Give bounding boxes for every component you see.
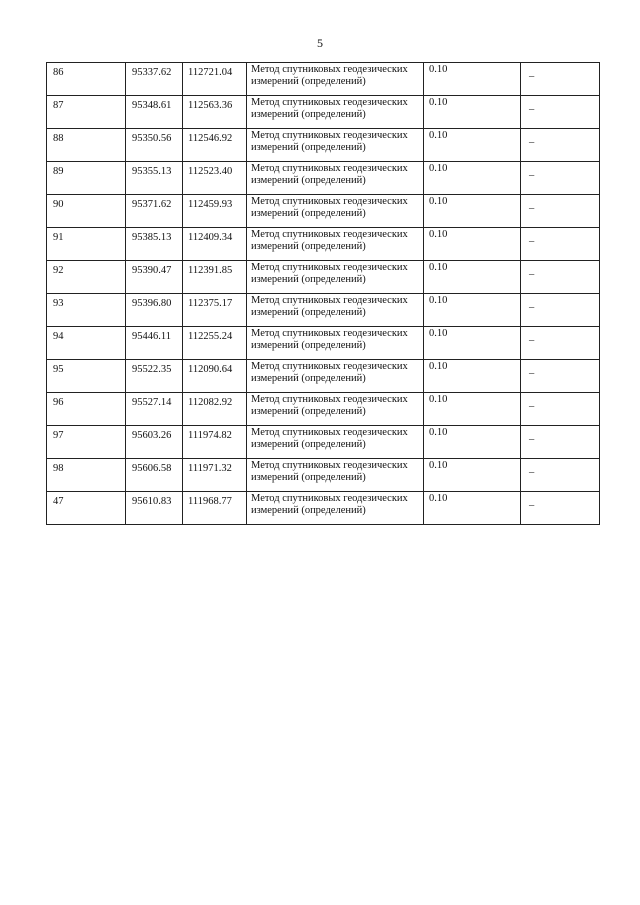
accuracy-cell: 0.10 xyxy=(424,195,521,228)
x-coordinate-cell: 95337.62 xyxy=(126,63,183,96)
x-coordinate-cell: 95610.83 xyxy=(126,492,183,525)
method-line-2: измерений (определений) xyxy=(251,472,366,483)
method-line-2: измерений (определений) xyxy=(251,505,366,516)
method-line-2: измерений (определений) xyxy=(251,175,366,186)
table-row xyxy=(47,294,600,327)
accuracy-cell: 0.10 xyxy=(424,162,521,195)
method-line-2: измерений (определений) xyxy=(251,406,366,417)
note-cell: – xyxy=(521,228,600,261)
method-line-1: Метод спутниковых геодезических xyxy=(251,460,408,471)
method-cell xyxy=(247,492,424,525)
method-cell xyxy=(247,162,424,195)
method-cell xyxy=(247,393,424,426)
x-coordinate-cell: 95527.14 xyxy=(126,393,183,426)
note-cell: – xyxy=(521,96,600,129)
method-line-1: Метод спутниковых геодезических xyxy=(251,97,408,108)
accuracy-cell: 0.10 xyxy=(424,426,521,459)
table-body xyxy=(47,63,600,525)
note-cell: – xyxy=(521,360,600,393)
method-line-2: измерений (определений) xyxy=(251,142,366,153)
point-number-cell: 92 xyxy=(47,261,126,294)
point-number-cell: 96 xyxy=(47,393,126,426)
method-cell xyxy=(247,63,424,96)
point-number-cell: 47 xyxy=(47,492,126,525)
y-coordinate-cell: 112409.34 xyxy=(183,228,247,261)
x-coordinate-cell: 95371.62 xyxy=(126,195,183,228)
x-coordinate-cell: 95390.47 xyxy=(126,261,183,294)
method-cell xyxy=(247,261,424,294)
method-line-2: измерений (определений) xyxy=(251,274,366,285)
table-row xyxy=(47,195,600,228)
point-number-cell: 93 xyxy=(47,294,126,327)
method-line-1: Метод спутниковых геодезических xyxy=(251,130,408,141)
point-number-cell: 86 xyxy=(47,63,126,96)
x-coordinate-cell: 95385.13 xyxy=(126,228,183,261)
note-cell: – xyxy=(521,492,600,525)
method-cell xyxy=(247,360,424,393)
point-number-cell: 88 xyxy=(47,129,126,162)
method-line-1: Метод спутниковых геодезических xyxy=(251,262,408,273)
method-line-2: измерений (определений) xyxy=(251,307,366,318)
x-coordinate-cell: 95348.61 xyxy=(126,96,183,129)
point-number-cell: 98 xyxy=(47,459,126,492)
table-row xyxy=(47,492,600,525)
method-cell xyxy=(247,96,424,129)
accuracy-cell: 0.10 xyxy=(424,360,521,393)
accuracy-cell: 0.10 xyxy=(424,294,521,327)
note-cell: – xyxy=(521,459,600,492)
method-line-1: Метод спутниковых геодезических xyxy=(251,328,408,339)
note-cell: – xyxy=(521,129,600,162)
method-line-1: Метод спутниковых геодезических xyxy=(251,196,408,207)
x-coordinate-cell: 95355.13 xyxy=(126,162,183,195)
y-coordinate-cell: 111974.82 xyxy=(183,426,247,459)
method-cell xyxy=(247,459,424,492)
point-number-cell: 95 xyxy=(47,360,126,393)
y-coordinate-cell: 112082.92 xyxy=(183,393,247,426)
note-cell: – xyxy=(521,162,600,195)
table-row xyxy=(47,459,600,492)
method-line-1: Метод спутниковых геодезических xyxy=(251,361,408,372)
note-cell: – xyxy=(521,393,600,426)
note-cell: – xyxy=(521,261,600,294)
note-cell: – xyxy=(521,426,600,459)
x-coordinate-cell: 95522.35 xyxy=(126,360,183,393)
method-line-1: Метод спутниковых геодезических xyxy=(251,229,408,240)
method-cell xyxy=(247,327,424,360)
method-line-2: измерений (определений) xyxy=(251,439,366,450)
coordinates-table xyxy=(46,62,600,525)
method-cell xyxy=(247,129,424,162)
y-coordinate-cell: 112523.40 xyxy=(183,162,247,195)
y-coordinate-cell: 112255.24 xyxy=(183,327,247,360)
point-number-cell: 87 xyxy=(47,96,126,129)
table-row xyxy=(47,327,600,360)
note-cell: – xyxy=(521,327,600,360)
table-row xyxy=(47,96,600,129)
table-row xyxy=(47,228,600,261)
table-row xyxy=(47,129,600,162)
method-line-1: Метод спутниковых геодезических xyxy=(251,64,408,75)
point-number-cell: 97 xyxy=(47,426,126,459)
y-coordinate-cell: 112459.93 xyxy=(183,195,247,228)
table-row xyxy=(47,261,600,294)
method-cell xyxy=(247,195,424,228)
y-coordinate-cell: 112090.64 xyxy=(183,360,247,393)
method-line-1: Метод спутниковых геодезических xyxy=(251,394,408,405)
point-number-cell: 91 xyxy=(47,228,126,261)
accuracy-cell: 0.10 xyxy=(424,63,521,96)
accuracy-cell: 0.10 xyxy=(424,393,521,426)
method-line-1: Метод спутниковых геодезических xyxy=(251,427,408,438)
x-coordinate-cell: 95396.80 xyxy=(126,294,183,327)
method-line-2: измерений (определений) xyxy=(251,208,366,219)
x-coordinate-cell: 95446.11 xyxy=(126,327,183,360)
method-cell xyxy=(247,426,424,459)
y-coordinate-cell: 111968.77 xyxy=(183,492,247,525)
accuracy-cell: 0.10 xyxy=(424,129,521,162)
accuracy-cell: 0.10 xyxy=(424,459,521,492)
x-coordinate-cell: 95606.58 xyxy=(126,459,183,492)
accuracy-cell: 0.10 xyxy=(424,261,521,294)
y-coordinate-cell: 112721.04 xyxy=(183,63,247,96)
accuracy-cell: 0.10 xyxy=(424,327,521,360)
table-row xyxy=(47,426,600,459)
y-coordinate-cell: 112375.17 xyxy=(183,294,247,327)
method-line-2: измерений (определений) xyxy=(251,340,366,351)
y-coordinate-cell: 112546.92 xyxy=(183,129,247,162)
method-line-2: измерений (определений) xyxy=(251,373,366,384)
method-line-2: измерений (определений) xyxy=(251,109,366,120)
y-coordinate-cell: 111971.32 xyxy=(183,459,247,492)
table-row xyxy=(47,162,600,195)
y-coordinate-cell: 112563.36 xyxy=(183,96,247,129)
method-cell xyxy=(247,294,424,327)
method-line-1: Метод спутниковых геодезических xyxy=(251,493,408,504)
note-cell: – xyxy=(521,195,600,228)
point-number-cell: 90 xyxy=(47,195,126,228)
method-line-1: Метод спутниковых геодезических xyxy=(251,163,408,174)
method-cell xyxy=(247,228,424,261)
table-row xyxy=(47,393,600,426)
accuracy-cell: 0.10 xyxy=(424,492,521,525)
note-cell: – xyxy=(521,63,600,96)
method-line-2: измерений (определений) xyxy=(251,241,366,252)
method-line-1: Метод спутниковых геодезических xyxy=(251,295,408,306)
accuracy-cell: 0.10 xyxy=(424,96,521,129)
table-row xyxy=(47,63,600,96)
note-cell: – xyxy=(521,294,600,327)
method-line-2: измерений (определений) xyxy=(251,76,366,87)
point-number-cell: 94 xyxy=(47,327,126,360)
accuracy-cell: 0.10 xyxy=(424,228,521,261)
x-coordinate-cell: 95350.56 xyxy=(126,129,183,162)
y-coordinate-cell: 112391.85 xyxy=(183,261,247,294)
point-number-cell: 89 xyxy=(47,162,126,195)
x-coordinate-cell: 95603.26 xyxy=(126,426,183,459)
page-number: 5 xyxy=(317,36,323,50)
table-row xyxy=(47,360,600,393)
